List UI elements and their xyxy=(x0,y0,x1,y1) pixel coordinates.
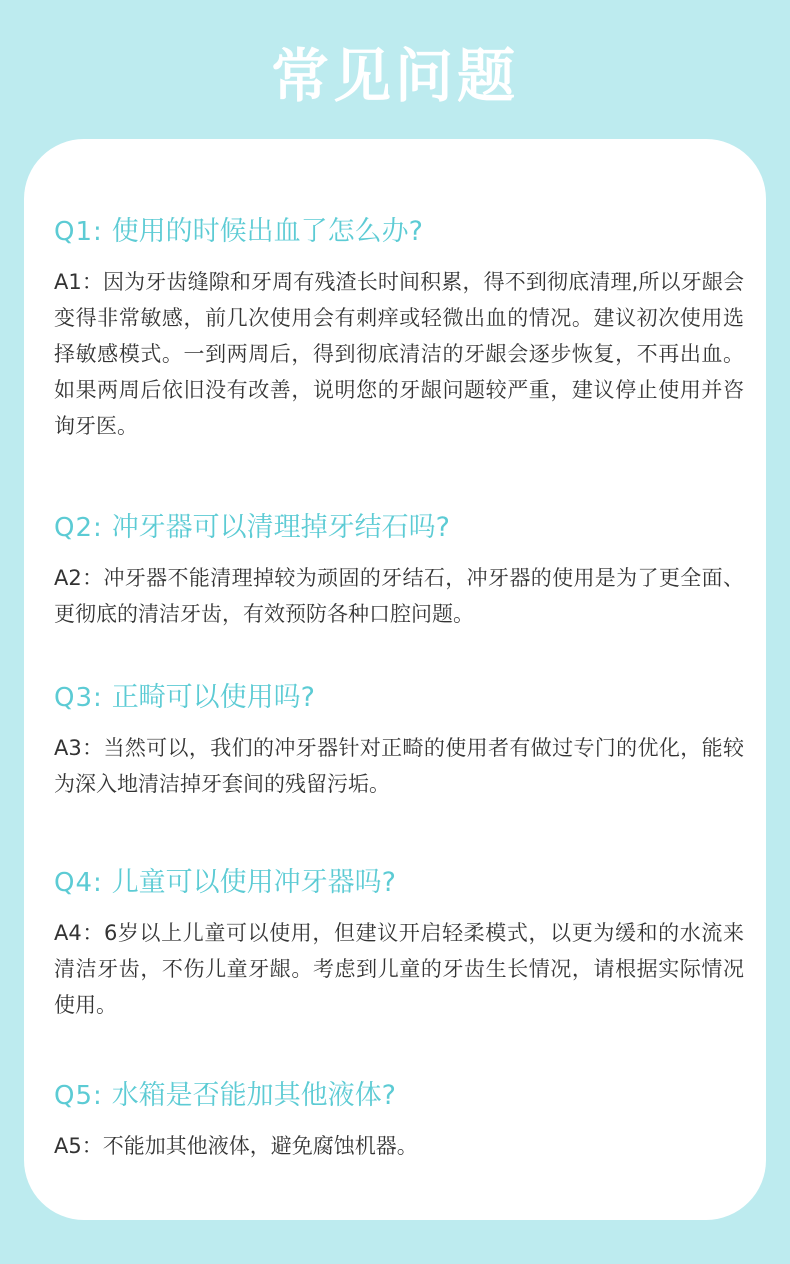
question-number-2: Q2: xyxy=(54,513,103,543)
question-text-3: 正畸可以使用吗? xyxy=(111,682,316,713)
faq-item-4 xyxy=(54,862,744,1023)
answer-4: A4：6岁以上儿童可以使用，但建议开启轻柔模式，以更为缓和的水流来清洁牙齿，不伤儿童牙龈。考虑到儿童的牙齿生长情况，请根据实际情况使用。 xyxy=(54,921,744,1017)
question-text-4: 儿童可以使用冲牙器吗? xyxy=(111,867,397,898)
faq-item-2 xyxy=(54,507,744,632)
question-number-1: Q1: xyxy=(54,217,103,247)
question-text-5: 水箱是否能加其他液体? xyxy=(111,1080,397,1111)
faq-item-5 xyxy=(54,1075,744,1164)
faq-item-3 xyxy=(54,677,744,802)
question-text-2: 冲牙器可以清理掉牙结石吗? xyxy=(111,512,451,543)
question-number-4: Q4: xyxy=(54,868,103,898)
question-number-5: Q5: xyxy=(54,1081,103,1111)
question-1 xyxy=(54,211,744,252)
answer-1: A1：因为牙齿缝隙和牙周有残渣长时间积累，得不到彻底清理,所以牙龈会变得非常敏感，前几次使用会有刺痒或轻微出血的情况。建议初次使用选择敏感模式。一到两周后，得到彻底清洁的牙龈会逐步恢复，不再出血。如果两周后依旧没有改善，说明您的牙龈问题较严重，建议停止使用并咨询牙医。 xyxy=(54,270,744,438)
question-4 xyxy=(54,862,744,903)
question-text-1: 使用的时候出血了怎么办? xyxy=(111,216,424,247)
faq-item-1 xyxy=(54,211,744,444)
question-2 xyxy=(54,507,744,548)
question-3 xyxy=(54,677,744,718)
answer-5: A5：不能加其他液体，避免腐蚀机器。 xyxy=(54,1134,418,1158)
faq-card xyxy=(24,139,766,1220)
answer-2: A2：冲牙器不能清理掉较为顽固的牙结石，冲牙器的使用是为了更全面、更彻底的清洁牙齿，有效预防各种口腔问题。 xyxy=(54,566,744,626)
page-title: 常见问题 xyxy=(270,42,519,110)
answer-3: A3：当然可以，我们的冲牙器针对正畸的使用者有做过专门的优化，能较为深入地清洁掉牙套间的残留污垢。 xyxy=(54,736,744,796)
question-5 xyxy=(54,1075,744,1116)
question-number-3: Q3: xyxy=(54,683,103,713)
